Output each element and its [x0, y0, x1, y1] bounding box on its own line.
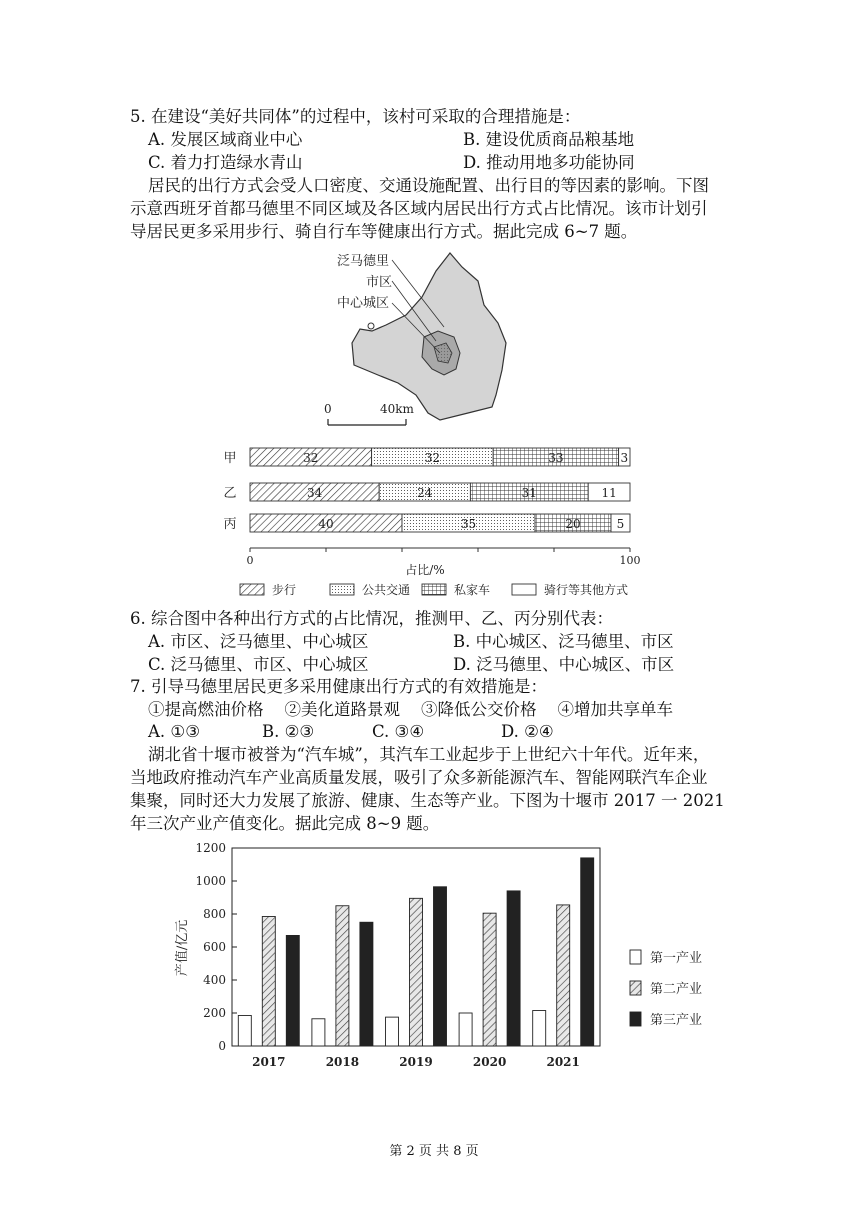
passage1-line-2: 示意西班牙首都马德里不同区域及各区域内居民出行方式占比情况。该市计划引 — [130, 199, 708, 218]
x-tick-label: 2021 — [546, 1055, 580, 1069]
bar — [238, 1015, 251, 1046]
data-label: 5 — [616, 517, 625, 531]
bar — [459, 1013, 472, 1046]
bar — [483, 913, 496, 1046]
q6-option-d: D. 泛马德里、中心城区、市区 — [453, 655, 675, 674]
q6-option-c: C. 泛马德里、市区、中心城区 — [148, 655, 369, 674]
y-axis-label: 产值/亿元 — [175, 919, 190, 977]
passage2-line-1: 湖北省十堰市被誉为“汽车城”，其汽车工业起步于上世纪六十年代。近年来， — [148, 745, 710, 764]
q7-option-b: B. ②③ — [262, 722, 315, 741]
bar — [581, 858, 594, 1046]
legend-swatch — [512, 584, 536, 595]
page-footer: 第 2 页 共 8 页 — [389, 1144, 479, 1159]
map-label-city: 市区 — [366, 275, 393, 290]
data-label: 34 — [306, 486, 323, 500]
bar — [312, 1019, 325, 1046]
legend-swatch — [422, 584, 446, 595]
passage2-line-4: 年三次产业产值变化。据此完成 8~9 题。 — [130, 814, 440, 833]
q6-option-b: B. 中心城区、泛马德里、市区 — [453, 632, 674, 651]
q6-option-a: A. 市区、泛马德里、中心城区 — [148, 632, 369, 651]
data-label: 33 — [548, 451, 564, 465]
q7-option-a: A. ①③ — [148, 722, 200, 741]
y-tick-label: 200 — [203, 1006, 226, 1020]
y-tick-label: 1200 — [195, 841, 226, 855]
q5-option-c: C. 着力打造绿水青山 — [148, 153, 303, 172]
legend-swatch — [630, 950, 641, 964]
q7-option-c: C. ③④ — [372, 722, 425, 741]
x-tick-label: 2019 — [399, 1055, 433, 1069]
bar — [434, 887, 447, 1046]
data-label: 40 — [318, 517, 334, 531]
data-label: 31 — [521, 486, 537, 500]
madrid-map — [320, 245, 520, 430]
passage2-line-2: 当地政府推动汽车产业高质量发展，吸引了众多新能源汽车、智能网联汽车企业 — [130, 768, 708, 787]
map-label-greater-madrid: 泛马德里 — [337, 254, 390, 269]
q7-option-d: D. ②④ — [501, 722, 554, 741]
data-label: 32 — [303, 451, 319, 465]
data-label: 3 — [620, 451, 629, 465]
scale-zero: 0 — [324, 402, 332, 416]
bar — [557, 905, 570, 1046]
q6-stem: 6. 综合图中各种出行方式的占比情况，推测甲、乙、丙分别代表： — [130, 609, 613, 628]
q5-option-d: D. 推动用地多功能协同 — [463, 153, 635, 172]
passage1-line-3: 导居民更多采用步行、骑自行车等健康出行方式。据此完成 6~7 题。 — [130, 222, 638, 241]
legend-label: 第二产业 — [650, 982, 703, 997]
q5-option-b: B. 建设优质商品粮基地 — [463, 130, 635, 149]
scale-length: 40km — [380, 402, 414, 416]
category-label: 乙 — [223, 486, 237, 501]
x-tick-label: 2018 — [325, 1055, 360, 1069]
bar — [262, 916, 275, 1046]
x-tick-label: 0 — [246, 554, 254, 567]
legend-swatch — [330, 584, 354, 595]
legend-label: 私家车 — [454, 583, 491, 597]
legend-label: 第三产业 — [650, 1013, 703, 1028]
bar — [286, 935, 299, 1046]
bar — [533, 1011, 546, 1046]
y-tick-label: 800 — [203, 907, 226, 921]
enclave-marker — [368, 323, 374, 329]
q5-stem: 5. 在建设“美好共同体”的过程中，该村可采取的合理措施是： — [130, 107, 581, 126]
bar — [410, 898, 423, 1046]
y-tick-label: 0 — [218, 1039, 226, 1053]
y-tick-label: 1000 — [195, 874, 226, 888]
x-axis-label: 占比/% — [405, 563, 445, 577]
category-label: 甲 — [223, 451, 237, 466]
data-label: 35 — [460, 517, 477, 531]
q7-stem: 7. 引导马德里居民更多采用健康出行方式的有效措施是： — [130, 677, 547, 696]
passage2-line-3: 集聚，同时还大力发展了旅游、健康、生态等产业。下图为十堰市 2017 一 2021 — [130, 791, 725, 810]
industry-output-chart — [170, 838, 730, 1078]
map-label-city-center: 中心城区 — [337, 296, 390, 311]
travel-mode-chart — [220, 438, 660, 603]
data-label: 24 — [417, 486, 433, 500]
legend-label: 步行 — [272, 583, 297, 597]
category-label: 丙 — [223, 517, 237, 532]
bar — [360, 922, 373, 1046]
legend-label: 第一产业 — [650, 951, 703, 966]
data-label: 20 — [565, 517, 581, 531]
legend-label: 公共交通 — [362, 583, 411, 597]
q7-items: ①提高燃油价格 ②美化道路景观 ③降低公交价格 ④增加共享单车 — [148, 700, 673, 719]
data-label: 32 — [424, 451, 441, 465]
legend-swatch — [630, 1012, 641, 1026]
q5-option-a: A. 发展区域商业中心 — [148, 130, 303, 149]
legend-label: 骑行等其他方式 — [544, 583, 629, 597]
bar — [336, 906, 349, 1046]
x-tick-label: 2020 — [472, 1055, 507, 1069]
bar — [507, 891, 520, 1046]
legend-swatch — [630, 981, 641, 995]
y-tick-label: 600 — [203, 940, 226, 954]
y-tick-label: 400 — [203, 973, 226, 987]
passage1-line-1: 居民的出行方式会受人口密度、交通设施配置、出行目的等因素的影响。下图 — [148, 176, 709, 195]
data-label: 11 — [601, 486, 617, 500]
x-tick-label: 100 — [619, 554, 641, 567]
x-tick-label: 2017 — [252, 1055, 286, 1069]
bar — [386, 1017, 399, 1046]
legend-swatch — [240, 584, 264, 595]
